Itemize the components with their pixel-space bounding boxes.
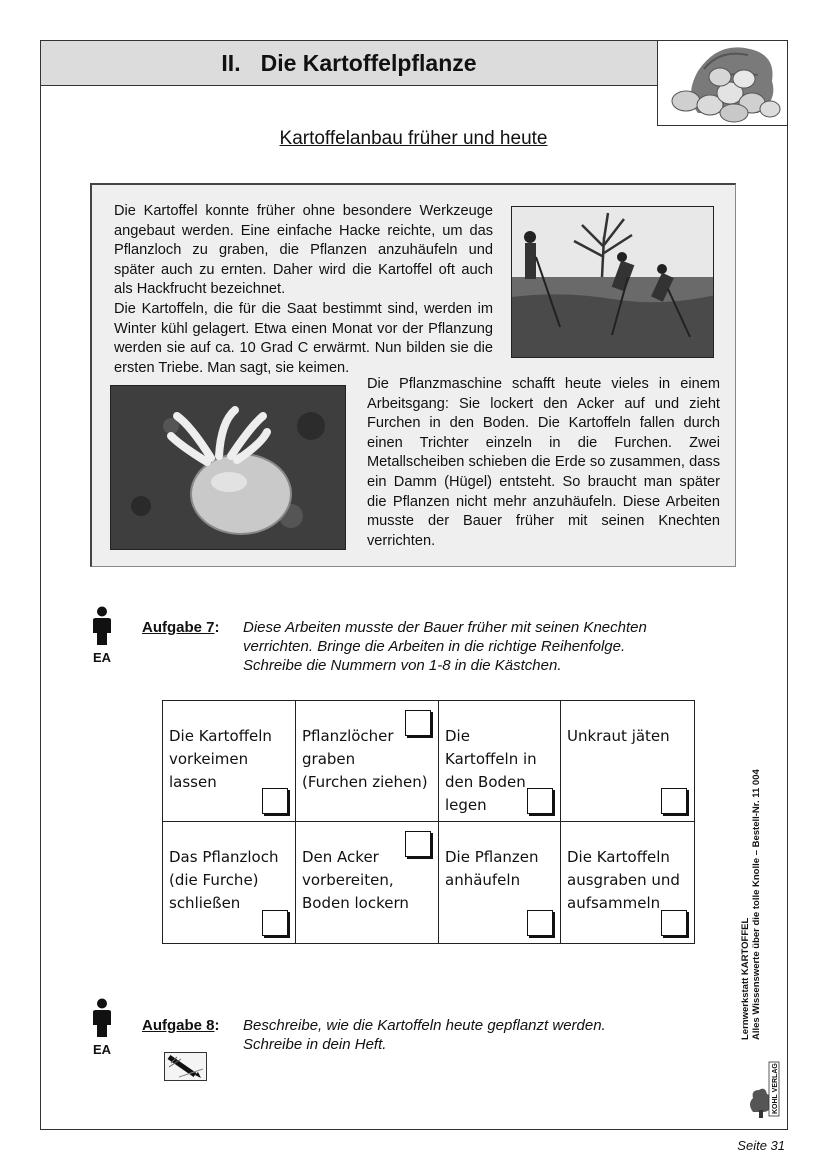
answer-box[interactable] (262, 910, 288, 936)
info-paragraph-3: Die Pflanzmaschine schafft heute vieles in einem Arbeitsgang: Sie lockert den Acker auf und zieht Furchen in den Boden. Die Kartoffeln fallen durch einen Trichter einzeln in die Furchen. Zwei Metallscheiben schieben die Erde so zusammen, dass ein Damm (Hügel) entsteht. So braucht man später die Pflanzen nicht mehr anzuhäufeln. Diese Arbeiten musste der Bauer früher mit seinen Knechten verrichten. (367, 376, 720, 549)
answer-box[interactable] (661, 788, 687, 814)
farmers-hoeing-photo (511, 206, 714, 358)
sidebar-line-1: Lernwerkstatt KARTOFFEL (740, 917, 751, 1040)
grid-cell: Die Kartoffeln in den Boden legen (439, 701, 561, 822)
grid-cell: Die Kartoffeln ausgraben und aufsammeln (561, 822, 695, 944)
person-icon (91, 606, 113, 646)
grid-cell: Pflanzlöcher graben (Furchen ziehen) (296, 701, 439, 822)
sidebar-line-2: Alles Wissenswerte über die tolle Knolle – Bestell-Nr. 11 004 (751, 769, 762, 1040)
info-text-block-1 (114, 202, 493, 378)
grid-cell: Die Pflanzen anhäufeln (439, 822, 561, 944)
answer-box[interactable] (405, 710, 431, 736)
ea-label: EA (92, 650, 112, 665)
person-icon (91, 998, 113, 1038)
task-7-label: Aufgabe 7: (142, 619, 220, 636)
publisher-sidebar (740, 710, 762, 1040)
task-8-instructions: Beschreibe, wie die Kartoffeln heute gepflanzt werden. Schreibe in dein Heft. (243, 1017, 606, 1053)
page-title (40, 40, 658, 86)
answer-box[interactable] (262, 788, 288, 814)
section-subtitle: Kartoffelanbau früher und heute (279, 128, 548, 149)
ea-label: EA (92, 1042, 112, 1057)
ordering-grid (162, 700, 695, 944)
task-8-label: Aufgabe 8: (142, 1017, 220, 1034)
potato-sack-image (657, 40, 788, 126)
chapter-number: II. (221, 49, 241, 76)
info-paragraph-2: Die Kartoffeln, die für die Saat bestimmt sind, werden im Winter kühl gelagert. Etwa einen Monat vor der Pflanzung werden sie auf ca. 10 Grad C erwärmt. Nun bilden sie die ersten Triebe. Man sagt, sie keimen. (114, 300, 493, 376)
answer-box[interactable] (405, 831, 431, 857)
grid-cell: Unkraut jäten (561, 701, 695, 822)
grid-cell: Den Acker vorbereiten, Boden lockern (296, 822, 439, 944)
grid-cell: Die Kartoffeln vorkeimen lassen (163, 701, 296, 822)
task-7-instructions: Diese Arbeiten musste der Bauer früher mit seinen Knechten verrichten. Bringe die Arbeiten in die richtige Reihenfolge. Schreibe die Nummern von 1-8 in die Kästchen. (243, 619, 647, 674)
sprouting-potato-photo (110, 385, 346, 550)
grid-cell: Das Pflanzloch (die Furche) schließen (163, 822, 296, 944)
answer-box[interactable] (527, 788, 553, 814)
answer-box[interactable] (661, 910, 687, 936)
answer-box[interactable] (527, 910, 553, 936)
chapter-title: Die Kartoffelpflanze (260, 49, 477, 76)
page-number: Seite 31 (737, 1138, 785, 1153)
info-paragraph-1: Die Kartoffel konnte früher ohne besondere Werkzeuge angebaut werden. Eine einfache Hacke reichte, um das Pflanzloch zu graben, die Pflanzen anzuhäufeln und später auch zu ernten. Daher wird die Kartoffel oft auch als Hackfrucht bezeichnet. (114, 203, 493, 298)
logo-text: KOHL VERLAG (772, 1063, 779, 1114)
publisher-logo (745, 1060, 781, 1120)
pencil-icon (164, 1052, 207, 1081)
